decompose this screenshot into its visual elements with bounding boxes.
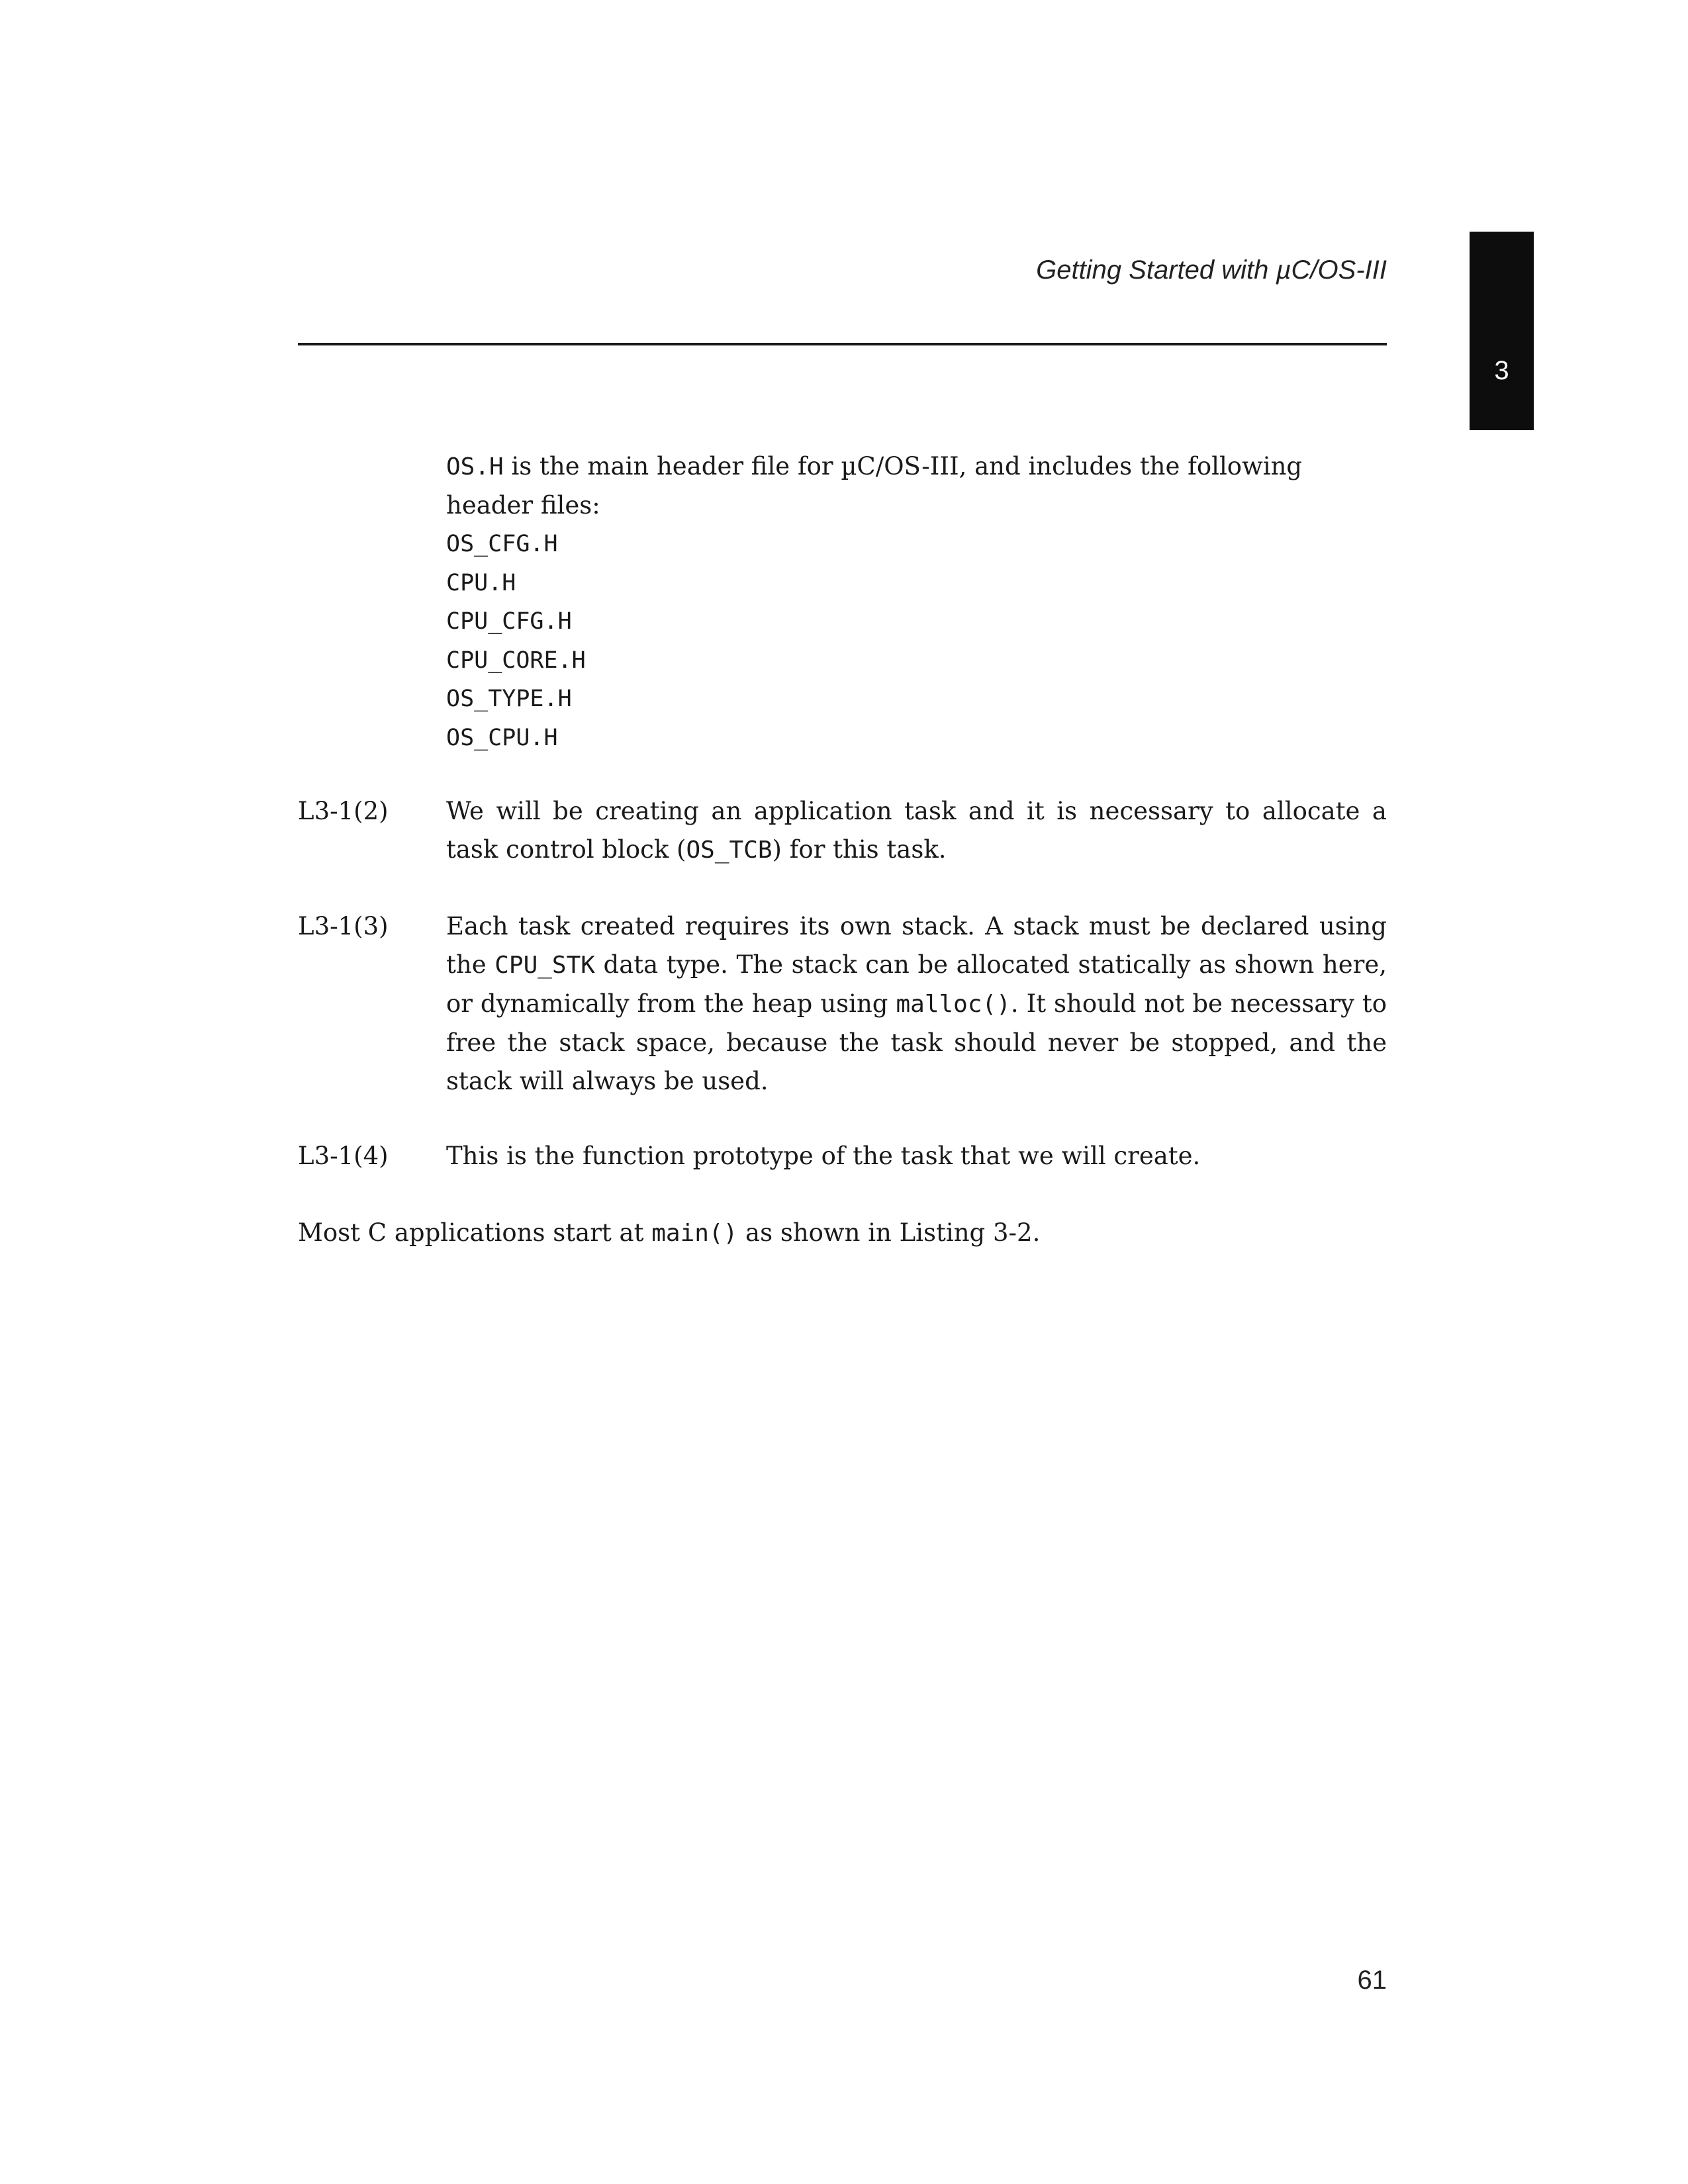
closing-text-part: as shown in Listing 3-2. [737, 1218, 1041, 1247]
chapter-tab [1470, 232, 1534, 430]
intro-code: OS.H [446, 453, 504, 480]
header-file-item: CPU_CFG.H [446, 608, 572, 635]
note-code: OS_TCB [686, 837, 773, 864]
closing-code: main() [651, 1220, 738, 1247]
note-text-part: data type. The stack can be allocated statically as shown here, or dynamically from the heap using [446, 950, 1387, 1018]
note-code: CPU_STK [494, 952, 595, 979]
closing-paragraph [298, 1214, 1387, 1253]
note-label: L3-1(3) [298, 912, 389, 940]
header-file-item: OS_TYPE.H [446, 686, 572, 712]
header-file-item: OS_CPU.H [446, 724, 558, 751]
note-text: This is the function prototype of the task that we will create. [446, 1142, 1201, 1170]
note-label: L3-1(2) [298, 797, 389, 825]
header-file-item: CPU.H [446, 569, 516, 596]
note-text-part: Each task created requires its own stack. A stack must be declared using the [446, 912, 1387, 979]
note-label: L3-1(4) [298, 1142, 389, 1170]
header-file-item: OS_CFG.H [446, 531, 558, 557]
running-header: Getting Started with µC/OS-III [1036, 255, 1387, 285]
note-text [446, 792, 1387, 870]
note-code: malloc() [896, 991, 1011, 1018]
intro-text: is the main header file for µC/OS-III, and includes the following header files: [446, 452, 1303, 520]
header-file-item: CPU_CORE.H [446, 647, 586, 674]
note-text-part: We will be creating an application task and it is necessary to allocate a task control block ( [446, 797, 1387, 864]
page-number: 61 [1357, 1966, 1387, 1995]
header-rule [298, 343, 1387, 345]
header-file-list [446, 525, 586, 757]
closing-text-part: Most C applications start at [298, 1218, 652, 1247]
note-text [446, 907, 1387, 1101]
note-text-part: . It should not be necessary to free the stack space, because the task should never be stopped, and the stack will always be used. [446, 989, 1387, 1095]
intro-paragraph [446, 447, 1387, 525]
chapter-number: 3 [1494, 356, 1509, 385]
note-text-part: ) for this task. [772, 835, 947, 864]
